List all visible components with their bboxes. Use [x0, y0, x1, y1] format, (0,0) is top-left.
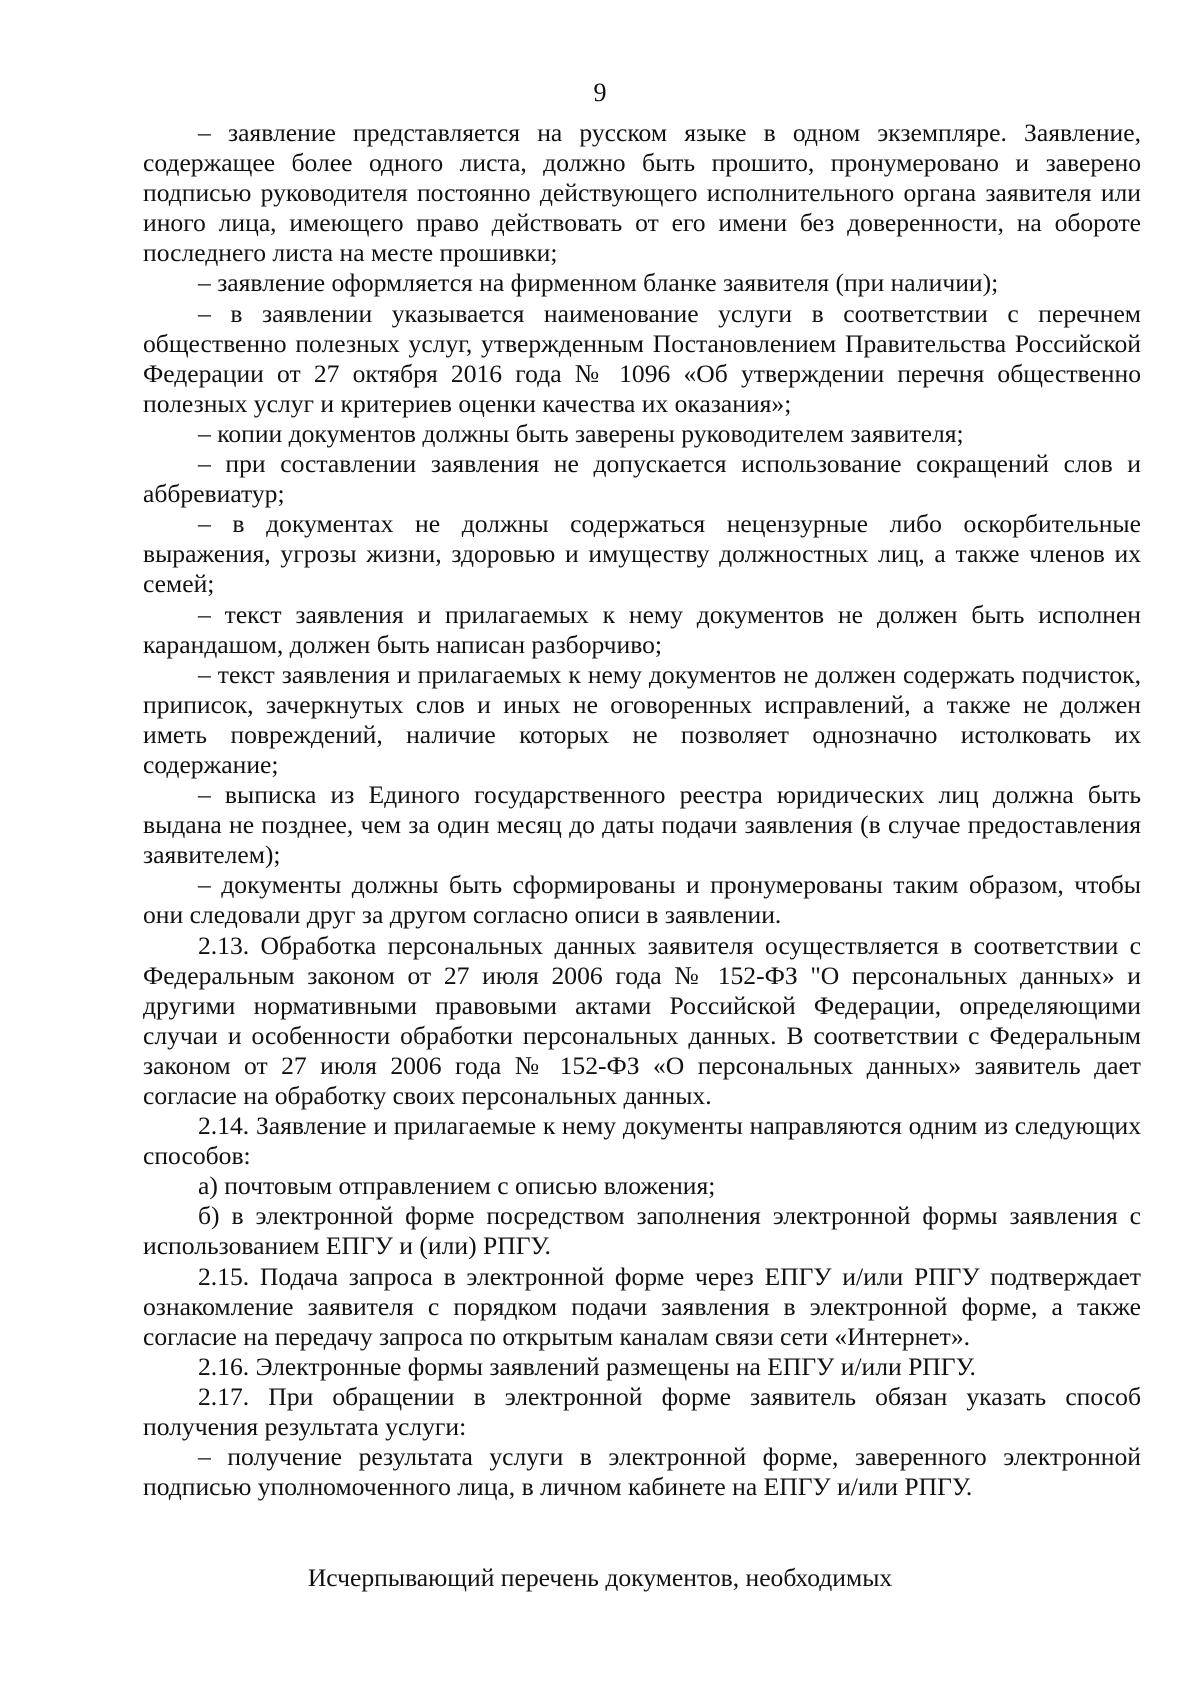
paragraph-no-abbreviations: – при составлении заявления не допускается использование сокращений слов и аббревиатур; [143, 449, 1141, 509]
paragraph-document-order: – документы должны быть сформированы и пронумерованы таким образом, чтобы они следовали друг за другом согласно описи в заявлении. [143, 870, 1141, 930]
paragraph-no-corrections: – текст заявления и прилагаемых к нему документов не должен содержать подчисток, приписок, зачеркнутых слов и иных не оговоренных исправлений, а также не должен иметь повреждений, наличие которых не позволяет однозначно истолковать их содержание; [143, 659, 1141, 779]
paragraph-service-name: – в заявлении указывается наименование услуги в соответствии с перечнем общественно полезных услуг, утвержденным Постановлением Правительства Российской Федерации от 27 октября 2016 года № 1096 «Об утверждении перечня общественно полезных услуг и критериев оценки качества их оказания»; [143, 298, 1141, 418]
paragraph-copies-certified: – копии документов должны быть заверены руководителем заявителя; [198, 418, 964, 448]
section-2-15: 2.15. Подача запроса в электронной форме через ЕПГУ и/или РПГУ подтверждает ознакомление заявителя с порядком подачи заявления в электронной форме, а также согласие на передачу запроса по открытым каналам связи сети «Интернет». [143, 1261, 1141, 1351]
paragraph-result-electronic: – получение результата услуги в электронной форме, заверенного электронной подписью уполномоченного лица, в личном кабинете на ЕПГУ и/или РПГУ. [143, 1442, 1141, 1502]
section-2-13: 2.13. Обработка персональных данных заявителя осуществляется в соответствии с Федеральным законом от 27 июля 2006 года № 152-ФЗ "О персональных данных» и другими нормативными правовыми актами Российской Федерации, определяющими случаи и особенности обработки персональных данных. В соответствии с Федеральным законом от 27 июля 2006 года № 152-ФЗ «О персональных данных» заявитель дает согласие на обработку своих персональных данных. [143, 930, 1141, 1110]
paragraph-no-pencil: – текст заявления и прилагаемых к нему документов не должен быть исполнен карандашом, должен быть написан разборчиво; [143, 599, 1141, 659]
paragraph-application-language: – заявление представляется на русском языке в одном экземпляре. Заявление, содержащее более одного листа, должно быть прошито, пронумеровано и заверено подписью руководителя постоянно действующего исполнительного органа заявителя или иного лица, имеющего право действовать от его имени без доверенности, на обороте последнего листа на месте прошивки; [143, 118, 1141, 268]
section-2-14: 2.14. Заявление и прилагаемые к нему документы направляются одним из следующих способов: [143, 1111, 1141, 1171]
list-item-b: б) в электронной форме посредством заполнения электронной формы заявления с использованием ЕПГУ и (или) РПГУ. [143, 1201, 1141, 1261]
paragraph-no-obscene-language: – в документах не должны содержаться нецензурные либо оскорбительные выражения, угрозы жизни, здоровью и имуществу должностных лиц, а также членов их семей; [143, 509, 1141, 599]
paragraph-registry-extract: – выписка из Единого государственного реестра юридических лиц должна быть выдана не позднее, чем за один месяц до даты подачи заявления (в случае предоставления заявителем); [143, 780, 1141, 870]
section-2-16: 2.16. Электронные формы заявлений размещены на ЕПГУ и/или РПГУ. [198, 1351, 976, 1381]
section-heading: Исчерпывающий перечень документов, необходимых [307, 1563, 893, 1592]
section-2-17: 2.17. При обращении в электронной форме заявитель обязан указать способ получения результата услуги: [143, 1381, 1141, 1442]
paragraph-letterhead: – заявление оформляется на фирменном бланке заявителя (при наличии); [198, 268, 999, 298]
page-number: 9 [593, 78, 607, 107]
list-item-a: а) почтовым отправлением с описью вложения; [198, 1171, 716, 1201]
body-text [143, 118, 1141, 1502]
